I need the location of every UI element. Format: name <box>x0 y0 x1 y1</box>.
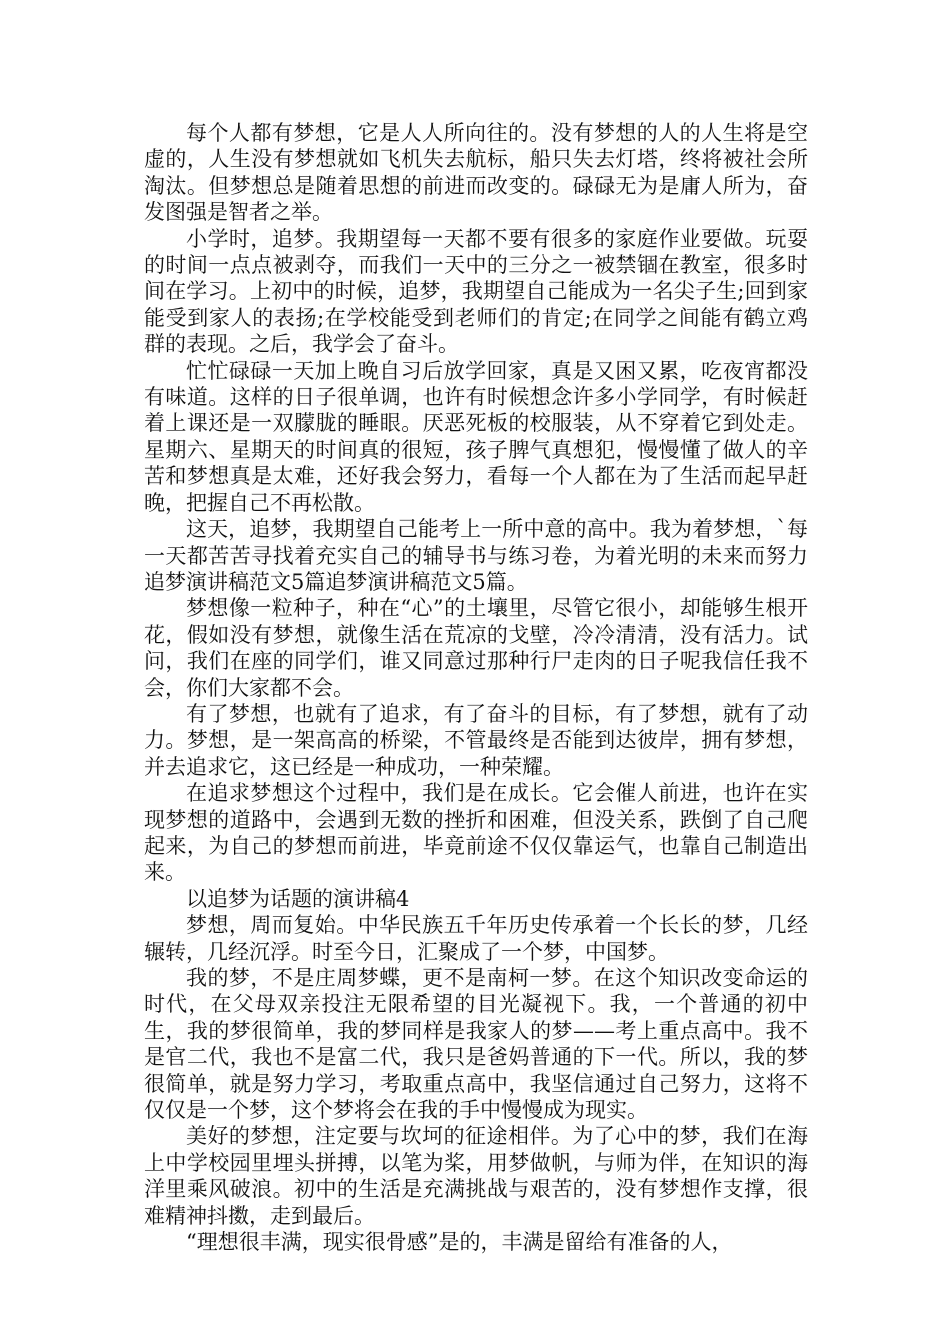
paragraph-1: 每个人都有梦想，它是人人所向往的。没有梦想的人的人生将是空虚的，人生没有梦想就如飞机失去航标，船只失去灯塔，终将被社会所淘汰。但梦想总是随着思想的前进而改变的。碌碌无为是庸人所为，奋发图强是智者之举。 <box>144 121 808 225</box>
section-heading: 以追梦为话题的演讲稿4 <box>186 886 410 911</box>
paragraph-7: 在追求梦想这个过程中，我们是在成长。它会催人前进，也许在实现梦想的道路中，会遇到无数的挫折和困难，但没关系，跌倒了自己爬起来，为自己的梦想而前进，毕竟前途不仅仅靠运气，也靠自己制造出来。 <box>144 781 808 885</box>
paragraph-6: 有了梦想，也就有了追求，有了奋斗的目标，有了梦想，就有了动力。梦想，是一架高高的桥梁，不管最终是否能到达彼岸，拥有梦想，并去追求它，这已经是一种成功，一种荣耀。 <box>144 701 808 779</box>
paragraph-10: 美好的梦想，注定要与坎坷的征途相伴。为了心中的梦，我们在海上中学校园里埋头拼搏，以笔为桨，用梦做帆，与师为伴，在知识的海洋里乘风破浪。初中的生活是充满挑战与艰苦的，没有梦想作支撑，很难精神抖擞，走到最后。 <box>144 1124 808 1228</box>
paragraph-2: 小学时，追梦。我期望每一天都不要有很多的家庭作业要做。玩耍的时间一点点被剥夺，而我们一天中的三分之一被禁锢在教室，很多时间在学习。上初中的时候，追梦，我期望自己能成为一名尖子生;回到家能受到家人的表扬;在学校能受到老师们的肯定;在同学之间能有鹤立鸡群的表现。之后，我学会了奋斗。 <box>144 226 808 357</box>
paragraph-11: “理想很丰满，现实很骨感”是的，丰满是留给有准备的人， <box>186 1230 733 1255</box>
document-body <box>144 120 808 1255</box>
paragraph-8: 梦想，周而复始。中华民族五千年历史传承着一个长长的梦，几经辗转，几经沉浮。时至今日，汇聚成了一个梦，中国梦。 <box>144 913 808 964</box>
paragraph-3: 忙忙碌碌一天加上晚自习后放学回家，真是又困又累，吃夜宵都没有味道。这样的日子很单调，也许有时候想念许多小学同学，有时候赶着上课还是一双朦胧的睡眼。厌恶死板的校服装，从不穿着它到处走。星期六、星期天的时间真的很短，孩子脾气真想犯，慢慢懂了做人的辛苦和梦想真是太难，还好我会努力，看每一个人都在为了生活而起早赶晚，把握自己不再松散。 <box>144 358 808 515</box>
paragraph-4: 这天，追梦，我期望自己能考上一所中意的高中。我为着梦想，`每一天都苦苦寻找着充实自己的辅导书与练习卷，为着光明的未来而努力追梦演讲稿范文5篇追梦演讲稿范文5篇。 <box>144 517 808 594</box>
paragraph-9: 我的梦，不是庄周梦蝶，更不是南柯一梦。在这个知识改变命运的时代，在父母双亲投注无限希望的目光凝视下。我，一个普通的初中生，我的梦很简单，我的梦同样是我家人的梦——考上重点高中。我不是官二代，我也不是富二代，我只是爸妈普通的下一代。所以，我的梦很简单，就是努力学习，考取重点高中，我坚信通过自己努力，这将不仅仅是一个梦，这个梦将会在我的手中慢慢成为现实。 <box>144 966 808 1123</box>
paragraph-5: 梦想像一粒种子，种在“心”的土壤里，尽管它很小，却能够生根开花，假如没有梦想，就像生活在荒凉的戈壁，冷冷清清，没有活力。试问，我们在座的同学们，谁又同意过那种行尸走肉的日子呢我信任我不会，你们大家都不会。 <box>144 596 808 700</box>
